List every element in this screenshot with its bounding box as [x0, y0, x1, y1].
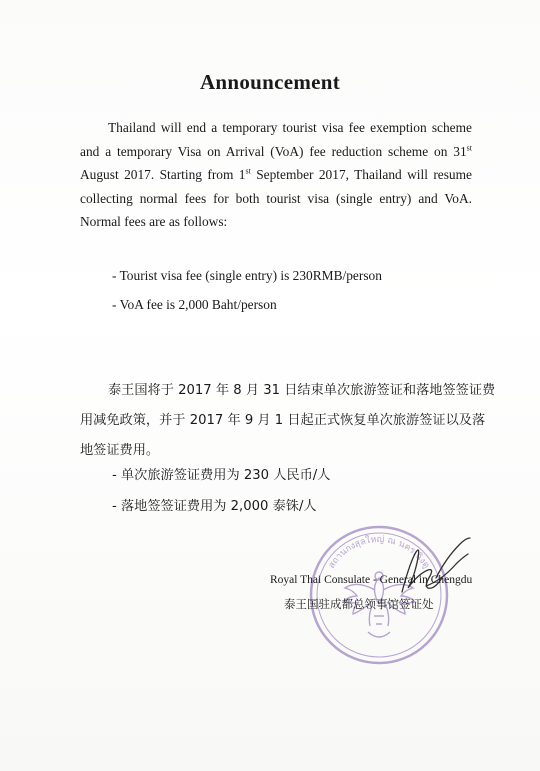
- english-bullet-tourist-visa: - Tourist visa fee (single entry) is 230RMB/person: [112, 268, 382, 283]
- chinese-line-3: 地签证费用。: [80, 443, 160, 458]
- english-line-2: [80, 140, 472, 164]
- english-line-5: Normal fees are as follows:: [80, 214, 228, 230]
- english-line-2-text: and a temporary Visa on Arrival (VoA) fee reduction scheme on 31: [80, 143, 467, 159]
- english-line-1: Thailand will end a temporary tourist visa fee exemption scheme: [108, 120, 472, 135]
- signature-chinese: 泰王国驻成都总领事馆签证处: [284, 597, 434, 611]
- chinese-paragraph: [80, 376, 496, 466]
- chinese-line-2: 用减免政策，并于 2017 年 9 月 1 日起正式恢复单次旅游签证以及落: [80, 413, 486, 428]
- english-line-2-sup: st: [466, 143, 472, 153]
- english-line-3-sup: st: [245, 166, 251, 176]
- english-line-4: collecting normal fees for both tourist visa (single entry) and VoA.: [80, 190, 472, 206]
- english-paragraph: [80, 116, 472, 234]
- chinese-bullet-voa: - 落地签签证费用为 2,000 泰铢/人: [112, 499, 317, 514]
- english-bullet-voa: - VoA fee is 2,000 Baht/person: [112, 297, 277, 312]
- chinese-line-1: 泰王国将于 2017 年 8 月 31 日结束单次旅游签证和落地签签证费: [108, 383, 496, 398]
- seal-lettering: สถานกงสุลใหญ่ ณ นครเฉิงตู: [326, 534, 432, 571]
- chinese-bullet-tourist-visa: - 单次旅游签证费用为 230 人民币/人: [112, 468, 331, 483]
- english-line-3-text-b: September 2017, Thailand will resume: [250, 167, 472, 183]
- signature-english: Royal Thai Consulate - General in Chengdu: [270, 574, 473, 586]
- english-line-3-text-a: August 2017. Starting from 1: [80, 167, 246, 183]
- english-line-3: [80, 163, 472, 187]
- document-title: Announcement: [199, 70, 341, 94]
